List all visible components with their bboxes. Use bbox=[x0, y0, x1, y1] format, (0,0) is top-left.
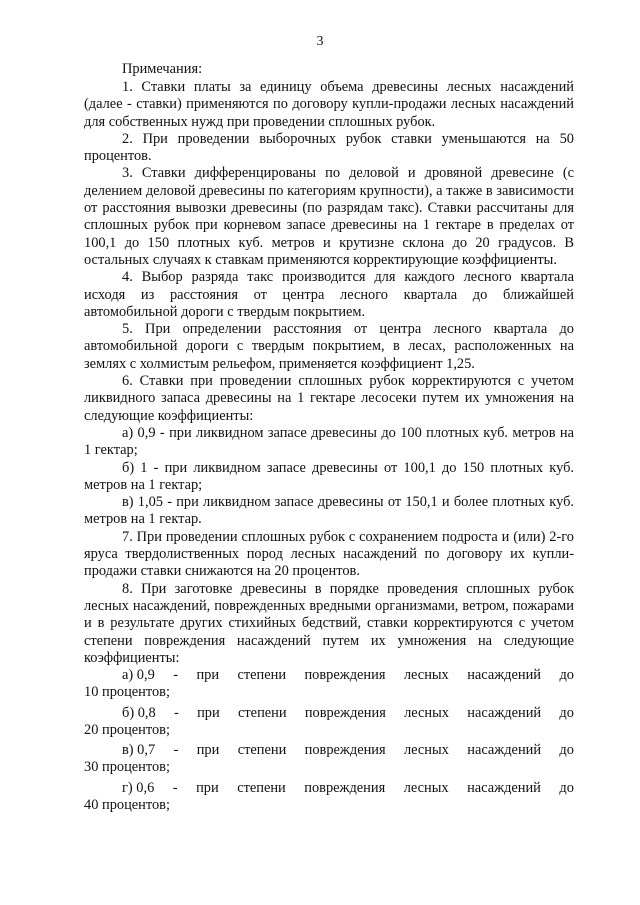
note-8: 8. При заготовке древесины в порядке проведения сплошных рубок лесных насаждений, поврежденных вредными организмами, ветром, пожарами и в результате других стихийных бедствий, ставки корректируются с учетом степени повреждения насаждений путем их умножения на следующие коэффициенты: bbox=[84, 580, 574, 666]
coef-word: - bbox=[174, 704, 179, 721]
note-6-item-c: в) 1,05 - при ликвидном запасе древесины от 150,1 и более плотных куб. метров на 1 гектар. bbox=[84, 494, 574, 528]
coef-word: повреждения bbox=[304, 704, 386, 721]
coef-word: - bbox=[173, 742, 179, 759]
coef-word: повреждения bbox=[304, 779, 386, 796]
damage-coefficient-list bbox=[84, 667, 574, 814]
coef-word: степени bbox=[237, 742, 287, 759]
coef-word: при bbox=[196, 779, 219, 796]
note-6-item-b: б) 1 - при ликвидном запасе древесины от 100,1 до 150 плотных куб. метров на 1 гектар; bbox=[84, 459, 574, 493]
damage-coefficient-tail: 10 процентов; bbox=[84, 684, 170, 701]
note-6-item-a: а) 0,9 - при ликвидном запасе древесины до 100 плотных куб. метров на 1 гектар; bbox=[84, 424, 574, 459]
damage-coefficient-item bbox=[84, 742, 574, 776]
damage-coefficient-tail: 40 процентов; bbox=[84, 797, 170, 814]
note-5: 5. При определении расстояния от центра лесного квартала до автомобильной дороги с твердым покрытием, в лесах, расположенных на землях с холмистым рельефом, применяется коэффициент 1,25. bbox=[84, 321, 574, 372]
note-1: 1. Ставки платы за единицу объема древесины лесных насаждений (далее - ставки) применяются по договору купли-продажи лесных насаждений для собственных нужд при проведении сплошных рубок. bbox=[84, 79, 574, 130]
coef-word: до bbox=[559, 779, 574, 796]
note-6: 6. Ставки при проведении сплошных рубок корректируются с учетом ликвидного запаса древесины на 1 гектаре лесосеки путем их умножения на следующие коэффициенты: bbox=[84, 373, 574, 424]
coef-word: лесных bbox=[404, 704, 449, 721]
note-4: 4. Выбор разряда такс производится для каждого лесного квартала исходя из расстояния от центра лесного квартала до ближайшей автомобильной дороги с твердым покрытием. bbox=[84, 269, 574, 320]
coef-word: при bbox=[196, 667, 220, 684]
coef-word: насаждений bbox=[467, 779, 541, 796]
damage-coefficient-item bbox=[84, 705, 574, 739]
coef-word: до bbox=[559, 742, 574, 759]
page-number: 3 bbox=[316, 34, 324, 49]
coef-word: лесных bbox=[403, 742, 449, 759]
coef-word: б) 0,8 bbox=[122, 704, 156, 721]
coef-word: насаждений bbox=[467, 667, 541, 684]
coef-word: степени bbox=[238, 704, 287, 721]
notes-heading: Примечания: bbox=[122, 61, 203, 77]
coef-word: повреждения bbox=[304, 742, 386, 759]
coef-word: - bbox=[173, 667, 178, 684]
damage-coefficient-item bbox=[84, 780, 574, 814]
damage-coefficient-line bbox=[84, 705, 574, 722]
document-body bbox=[84, 60, 574, 817]
damage-coefficient-tail: 20 процентов; bbox=[84, 721, 170, 738]
coef-word: при bbox=[197, 704, 220, 721]
note-2: 2. При проведении выборочных рубок ставки уменьшаются на 50 процентов. bbox=[84, 130, 574, 165]
coef-word: до bbox=[559, 704, 574, 721]
coef-word: насаждений bbox=[467, 742, 542, 759]
coef-word: г) 0,6 bbox=[122, 779, 155, 796]
coef-word: в) 0,7 bbox=[122, 742, 156, 759]
coef-word: лесных bbox=[403, 779, 449, 796]
coef-word: при bbox=[196, 742, 220, 759]
coef-word: до bbox=[559, 667, 574, 684]
damage-coefficient-line bbox=[84, 667, 574, 684]
damage-coefficient-line bbox=[84, 780, 574, 797]
coef-word: степени bbox=[237, 667, 287, 684]
damage-coefficient-line bbox=[84, 742, 574, 759]
coef-word: а) 0,9 bbox=[122, 667, 155, 684]
damage-coefficient-tail: 30 процентов; bbox=[84, 759, 170, 776]
coef-word: лесных bbox=[403, 667, 449, 684]
coef-word: повреждения bbox=[304, 667, 386, 684]
note-7: 7. При проведении сплошных рубок с сохранением подроста и (или) 2-го яруса твердолиственных пород лесных насаждений по договору их купли-продажи ставки снижаются на 20 процентов. bbox=[84, 528, 574, 580]
coef-word: - bbox=[172, 779, 178, 796]
coef-word: насаждений bbox=[467, 704, 542, 721]
note-3: 3. Ставки дифференцированы по деловой и дровяной древесине (с делением деловой древесины по категориям крупности), а также в зависимости от расстояния вывозки древесины (по разрядам такс). Ставки рассчитаны для сплошных рубок при корневом запасе древесины на 1 гектаре в пределах от 100,1 до 150 плотных куб. метров и крутизне склона до 20 градусов. В остальных случаях к ставкам применяются корректирующие коэффициенты. bbox=[84, 165, 574, 268]
damage-coefficient-item bbox=[84, 667, 574, 701]
coef-word: степени bbox=[237, 779, 286, 796]
